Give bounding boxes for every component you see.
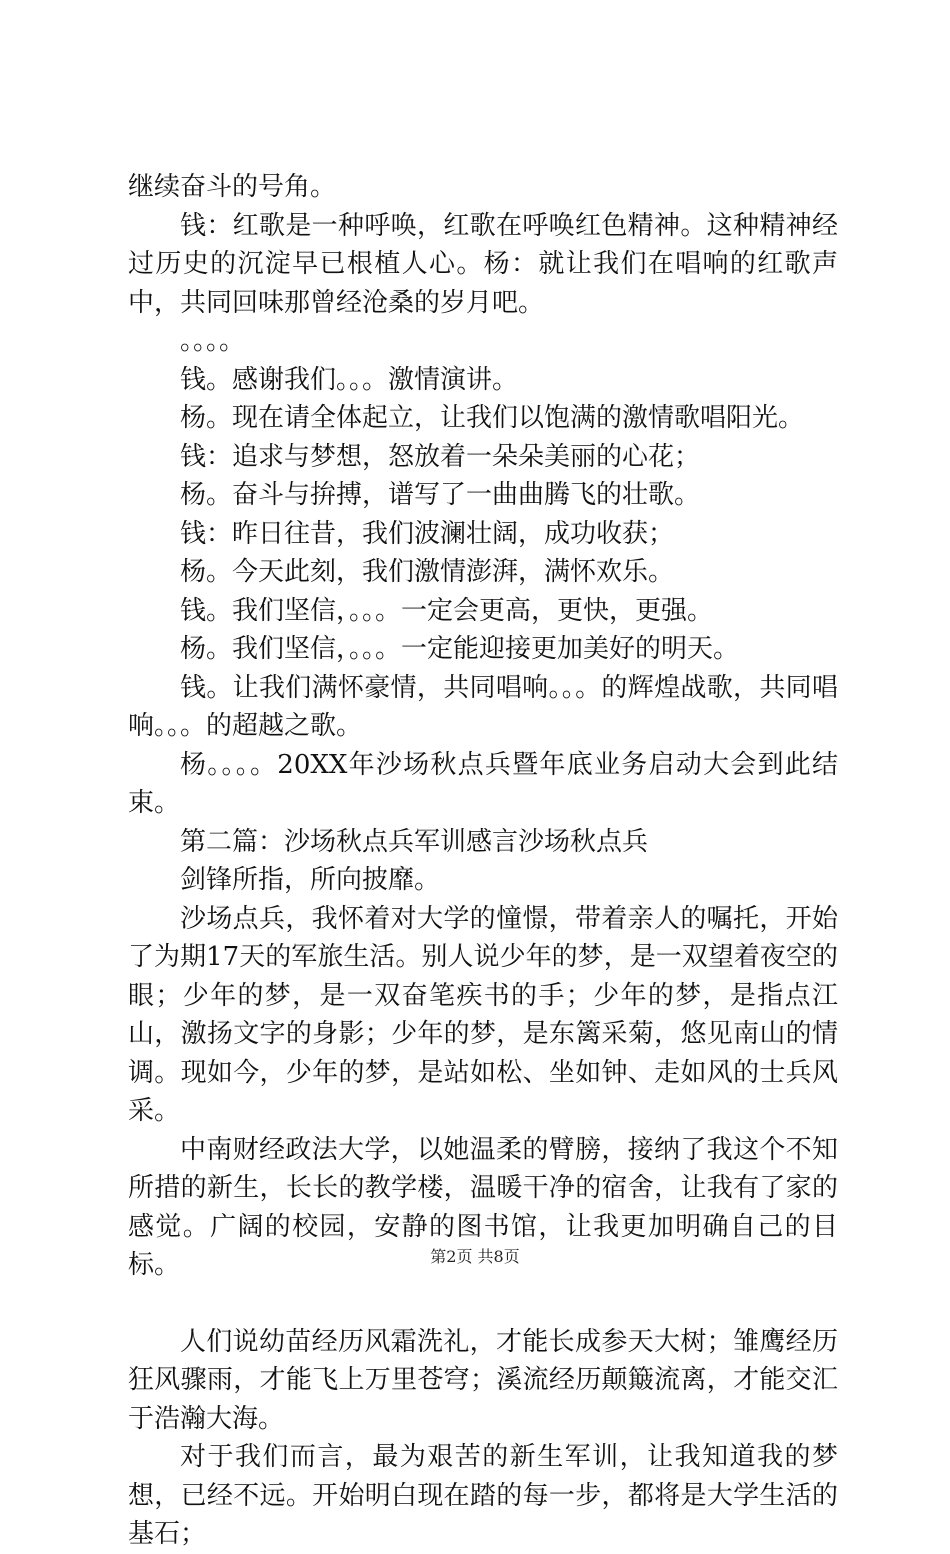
section-heading: 第二篇：沙场秋点兵军训感言沙场秋点兵 — [180, 826, 649, 857]
document-body — [128, 168, 838, 1554]
paragraph: 杨。现在请全体起立，让我们以饱满的激情歌唱阳光。 — [180, 403, 805, 433]
paragraph: 人们说幼苗经历风霜洗礼，才能长成参天大树；雏鹰经历狂风骤雨，才能飞上万里苍穹；溪流经历颠簸流离，才能交汇于浩瀚大海。 — [128, 1326, 838, 1434]
page-footer — [0, 1244, 950, 1267]
paragraph: 。。。。 — [180, 326, 246, 356]
paragraph: 钱：昨日往昔，我们波澜壮阔，成功收获； — [180, 518, 675, 549]
paragraph: 沙场点兵，我怀着对大学的憧憬，带着亲人的嘱托，开始了为期17天的军旅生活。别人说少年的梦，是一双望着夜空的眼；少年的梦，是一双奋笔疾书的手；少年的梦，是指点江山，激扬文字的身影；少年的梦，是东篱采菊，悠见南山的情调。现如今，少年的梦，是站如松、坐如钟、走如风的士兵风采。 — [128, 903, 838, 1126]
paragraph: 杨。。。。20XX年沙场秋点兵暨年底业务启动大会到此结束。 — [128, 749, 838, 818]
paragraph: 剑锋所指，所向披靡。 — [180, 865, 441, 895]
paragraph: 中南财经政法大学，以她温柔的臂膀，接纳了我这个不知所措的新生，长长的教学楼，温暖干净的宿舍，让我有了家的感觉。广阔的校园，安静的图书馆，让我更加明确自己的目标。 — [128, 1134, 838, 1280]
paragraph: 杨。今天此刻，我们激情澎湃，满怀欢乐。 — [180, 557, 675, 587]
paragraph: 继续奋斗的号角。 — [128, 172, 337, 202]
paragraph: 钱。我们坚信，。。。一定会更高，更快，更强。 — [180, 595, 714, 626]
page-number: 第2页 共8页 — [430, 1247, 520, 1266]
paragraph: 对于我们而言，最为艰苦的新生军训，让我知道我的梦想，已经不远。开始明白现在踏的每一步，都将是大学生活的基石； — [128, 1442, 838, 1549]
paragraph: 钱。感谢我们。。。激情演讲。 — [180, 364, 519, 395]
paragraph: 钱：红歌是一种呼唤，红歌在呼唤红色精神。这种精神经过历史的沉淀早已根植人心。杨：就让我们在唱响的红歌声中，共同回味那曾经沧桑的岁月吧。 — [128, 210, 838, 318]
paragraph: 钱：追求与梦想，怒放着一朵朵美丽的心花； — [180, 441, 701, 472]
paragraph: 杨。我们坚信，。。。一定能迎接更加美好的明天。 — [180, 634, 740, 664]
paragraph: 杨。奋斗与拚搏，谱写了一曲曲腾飞的壮歌。 — [180, 480, 701, 510]
paragraph: 钱。让我们满怀豪情，共同唱响。。。的辉煌战歌，共同唱响。。。的超越之歌。 — [128, 672, 838, 741]
